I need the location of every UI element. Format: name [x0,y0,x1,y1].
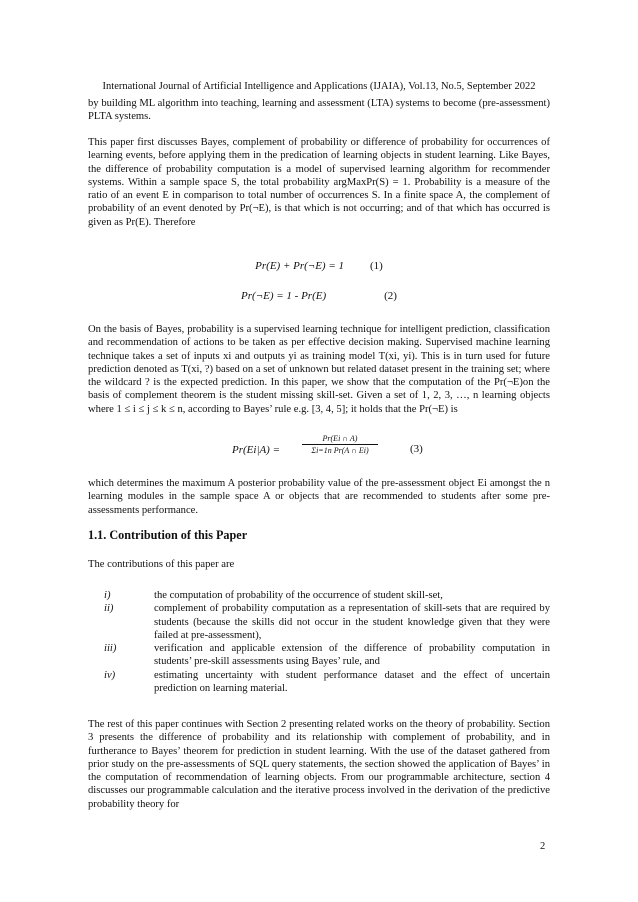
paragraph-map: which determines the maximum A posterior probability value of the pre-assessment object Ei amongst the n learning modules in the sample space A or objects that are recommended to students after some pre-assessments performance. [88,478,550,516]
contrib-lead: The contributions of this paper are [88,559,235,570]
equation-3 [232,433,552,467]
list-item-label: ii) [104,603,114,615]
paragraph-supervised: On the basis of Bayes, probability is a supervised learning technique for intelligent prediction, classification and recommendation of actions to be taken as per effective decision making. Supervised machine learning technique takes a set of inputs xi and outputs yi as training model T(xi, yi). This is in turn used for future prediction denoted as T(xi, ?) based on a set of unknown but related dataset present in the training set; where the wildcard ? is the expected prediction. In this paper, we show that the computation of the Pr(¬E)on the basis of complement theorem is the student missing skill-set. Given a set of 1, 2, 3, …, n learning objects where 1 ≤ i ≤ j ≤ k ≤ n, according to Bayes’ rule e.g. [3, 4, 5]; it holds that the Pr(¬E) is [88,324,550,415]
list-item-label: i) [104,590,111,601]
equation-3-denominator: Σi=1n Pr(A ∩ Ei) [311,446,369,455]
equation-1-number: (1) [370,260,383,272]
equation-1 [88,259,550,273]
list-item [88,602,550,642]
list-item-label: iv) [104,669,116,681]
paragraph-rest: The rest of this paper continues with Section 2 presenting related works on the theory of probability. Section 3 presents the difference of probability and its relationship with complement of probability, and in furtherance to Bayes’ theorem for prediction in student learning. With the use of the dataset gathered from prior study on the pre-assessments of SQL query statements, the section showed the application of Bayes’ in the computation of recommendation of learning objects. From our programmable architecture, section 4 discusses our programmable calculation and the iterative process involved in the derivation of the predictive probability theory for [88,719,550,810]
equation-3-numerator: Pr(Ei ∩ A) [302,433,378,445]
list-item [88,642,550,669]
equation-3-fraction [302,433,378,457]
equation-1-body: Pr(E) + Pr(¬E) = 1 [255,260,345,272]
list-item [88,669,550,696]
equation-2-number: (2) [384,290,397,302]
journal-header: International Journal of Artificial Intelligence and Applications (IJAIA), Vol.13, No.5, September 2022 [102,81,536,92]
paragraph-bayes: This paper first discusses Bayes, complement of probability or difference of probability for occurrences of learning events, before applying them in the predication of learning objects in student learning. Like Bayes, the difference of probability computation is a model of supervised learning algorithm for recommender systems. Within a sample space S, the total probability argMaxPr(S) = 1. Probability is a measure of the ratio of an event E in comparison to total number of occurrences S. In a finite space A, the complement of probability of an event denoted by Pr(¬E), is that which is not occurring; and of that which has occurred is given as Pr(E). Therefore [88,137,550,228]
paragraph-intro-tail: by building ML algorithm into teaching, learning and assessment (LTA) systems to become (pre-assessment) PLTA systems. [88,98,550,123]
list-item-text: the computation of probability of the occurrence of student skill-set, [154,590,443,601]
list-item-text: complement of probability computation as a representation of skill-sets that are required by students (because the skills did not occur in the student knowledge given that they were failed at pre-assessment), [154,603,550,641]
list-item-text: estimating uncertainty with student performance dataset and the effect of uncertain prediction on learning material. [154,669,550,695]
page-number: 2 [540,841,546,852]
list-item-text: verification and applicable extension of the difference of probability computation in students’ pre-skill assessments using Bayes’ rule, and [154,643,550,668]
equation-2 [88,289,550,303]
equation-2-body: Pr(¬E) = 1 - Pr(E) [241,290,327,302]
contributions-list [88,589,550,695]
list-item-label: iii) [104,643,117,655]
section-heading: 1.1. Contribution of this Paper [88,528,248,542]
equation-3-number: (3) [410,443,423,455]
list-item [88,589,550,602]
equation-3-lhs: Pr(Ei|A) = [232,444,281,456]
